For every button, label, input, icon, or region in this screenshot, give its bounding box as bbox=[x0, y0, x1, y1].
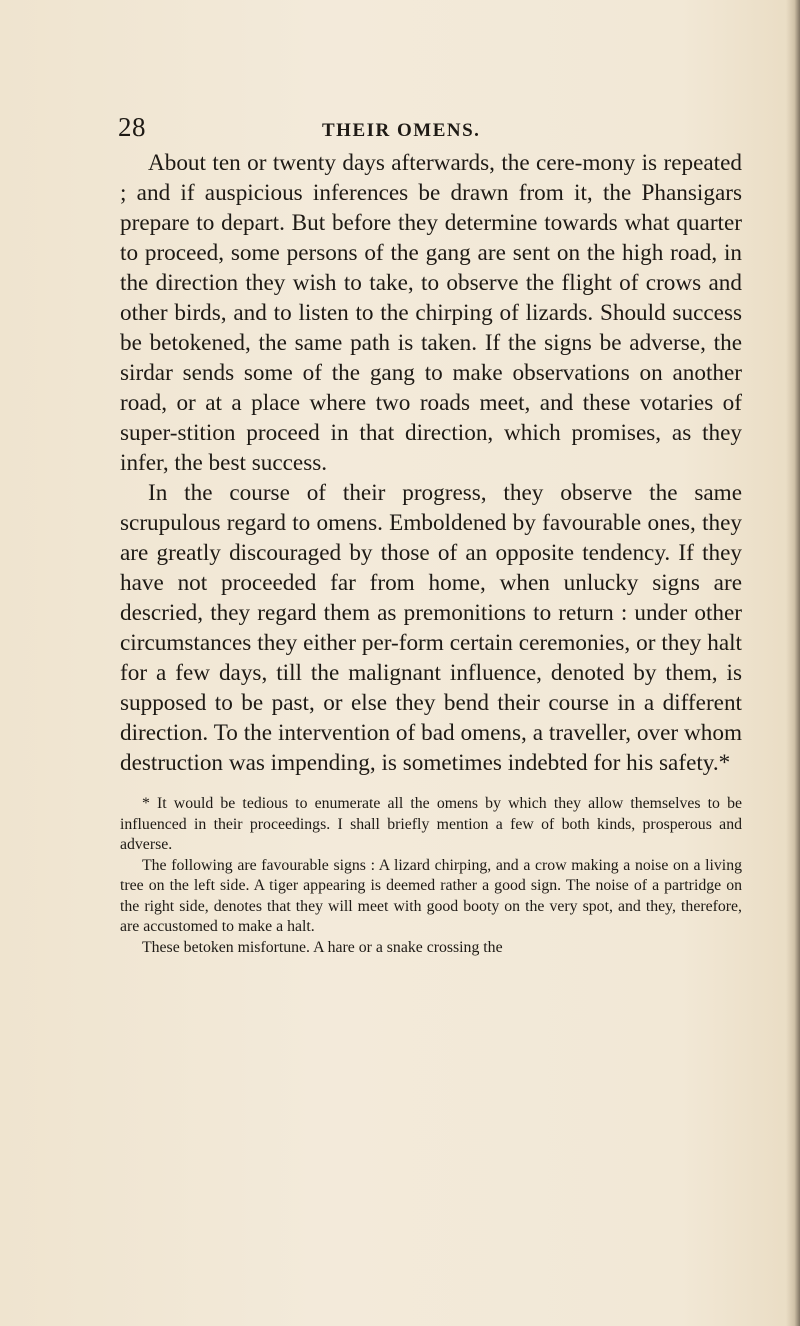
body-paragraph: About ten or twenty days afterwards, the cere-mony is repeated ; and if auspicious inferences be drawn from it, the Phansigars prepare to depart. But before they determine towards what quarter to proceed, some persons of the gang are sent on the high road, in the direction they wish to take, to observe the flight of crows and other birds, and to listen to the chirping of lizards. Should success be betokened, the same path is taken. If the signs be adverse, the sirdar sends some of the gang to make observations on another road, or at a place where two roads meet, and these votaries of super-stition proceed in that direction, which promises, as they infer, the best success. bbox=[120, 150, 742, 476]
page-number: 28 bbox=[118, 112, 146, 142]
text-block bbox=[120, 148, 742, 958]
page-header bbox=[118, 112, 738, 148]
body-paragraph: In the course of their progress, they observe the same scrupulous regard to omens. Emboldened by favourable ones, they are greatly discouraged by those of an opposite tendency. If they have not proceeded far from home, when unlucky signs are descried, they regard them as premonitions to return : under other circumstances they either per-form certain ceremonies, or they halt for a few days, till the malignant influence, denoted by them, is supposed to be past, or else they bend their course in a different direction. To the intervention of bad omens, a traveller, over whom destruction was impending, is sometimes indebted for his safety.* bbox=[120, 480, 742, 776]
running-head: THEIR OMENS. bbox=[322, 120, 481, 141]
footnotes bbox=[120, 794, 742, 958]
main-text bbox=[120, 148, 742, 778]
footnote-paragraph: * It would be tedious to enumerate all the omens by which they allow themselves to be influenced in their proceedings. I shall briefly mention a few of both kinds, prosperous and adverse. bbox=[120, 795, 742, 853]
footnote-paragraph: These betoken misfortune. A hare or a snake crossing the bbox=[142, 938, 503, 956]
page-edge-shadow bbox=[786, 0, 800, 1326]
footnote-paragraph: The following are favourable signs : A lizard chirping, and a crow making a noise on a living tree on the left side. A tiger appearing is deemed rather a good sign. The noise of a partridge on the right side, denotes that they will meet with good booty on the very spot, and they, therefore, are accustomed to make a halt. bbox=[120, 856, 742, 935]
